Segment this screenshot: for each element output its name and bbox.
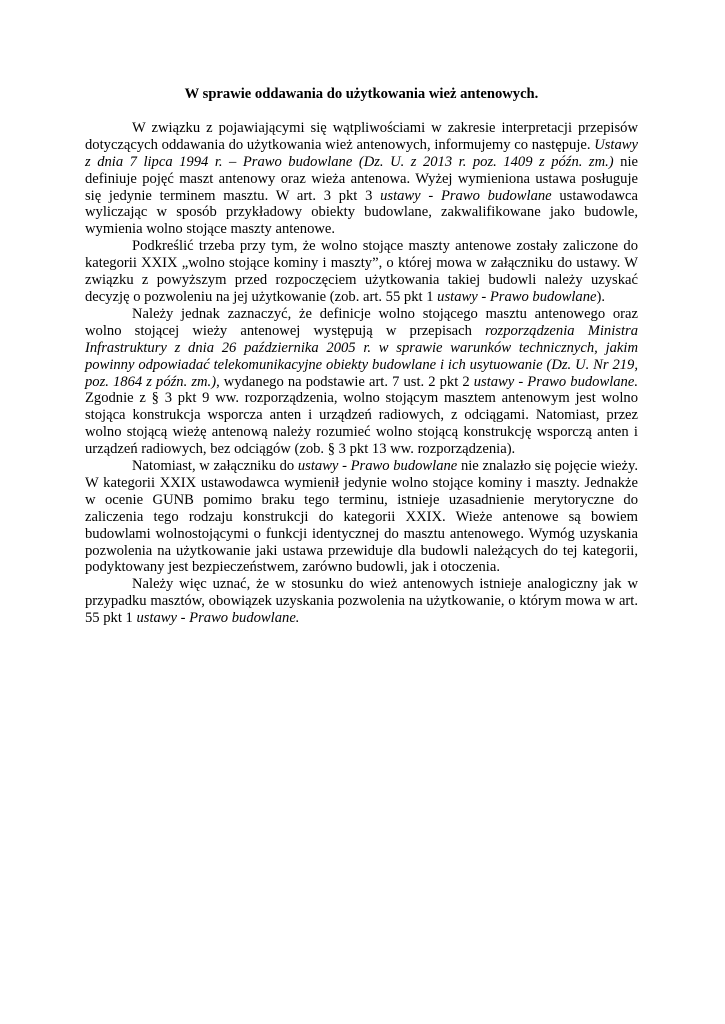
italic-citation: ustawy - Prawo budowlane [297, 458, 458, 475]
text-run: Natomiast, w załączniku do [132, 458, 298, 475]
text-run: W związku z pojawiającymi się wątpliwościami w zakresie interpretacji przepisów dotyczących oddawania do użytkowania wież antenowych, informujemy co następuje. [85, 119, 638, 153]
document-page [85, 86, 638, 627]
italic-citation: ustawy - Prawo budowlane [380, 187, 552, 204]
text-run: Należy więc uznać, że w stosunku do wież antenowych istnieje analogiczny jak w przypadku masztów, obowiązek uzyskania pozwolenia na użytkowanie, o którym mowa w art. 55 pkt 1 [85, 576, 638, 627]
paragraph [85, 120, 638, 238]
text-run: nie definiuje pojęć maszt antenowy oraz wieża antenowa. Wyżej wymieniona ustawa posługuje się jedynie terminem masztu. W art. 3 pkt 3 [85, 153, 638, 204]
italic-citation: ustawy - Prawo budowlane. [136, 610, 300, 627]
document-title: W sprawie oddawania do użytkowania wież antenowych. [184, 86, 539, 102]
paragraph [85, 306, 638, 458]
text-run: , wydanego na podstawie art. 7 ust. 2 pkt 2 [216, 373, 474, 390]
italic-citation: ustawy - Prawo budowlane [437, 288, 597, 305]
italic-citation: Ustawy z dnia 7 lipca 1994 r. – Prawo budowlane (Dz. U. z 2013 r. poz. 1409 z późn. zm.) [85, 136, 638, 170]
paragraph [85, 238, 638, 306]
italic-citation: ustawy - Prawo budowlane. [473, 373, 638, 390]
text-run: nie znalazło się pojęcie wieży. W kategorii XXIX ustawodawca wymienił jedynie wolno stojące kominy i maszty. Jednakże w ocenie GUNB pomimo braku tego terminu, istnieje uzasadnienie merytoryczne do zaliczenia tego rodzaju konstrukcji do kategorii XXIX. Wieże antenowe są bowiem budowlami wolnostojącymi o funkcji identycznej do masztu antenowego. Wymóg uzyskania pozwolenia na użytkowanie jaki ustawa przewiduje dla budowli należących do tej kategorii, podyktowany jest bezpieczeństwem, zarówno budowli, jak i otoczenia. [85, 458, 639, 576]
paragraph [85, 458, 638, 576]
text-run: ustawodawca wyliczając w sposób przykładowy obiekty budowlane, zakwalifikowane jako budowle, wymienia wolno stojące maszty antenowe. [85, 187, 638, 238]
italic-citation: rozporządzenia Ministra Infrastruktury z dnia 26 października 2005 r. w sprawie warunków technicznych, jakim powinny odpowiadać telekomunikacyjne obiekty budowlane i ich usytuowanie (Dz. U. Nr 219, poz. 1864 z późn. zm.) [85, 322, 638, 390]
text-run: Należy jednak zaznaczyć, że definicje wolno stojącego masztu antenowego oraz wolno stojącej wieży antenowej występują w przepisach [85, 305, 638, 339]
text-run: Zgodnie z § 3 pkt 9 ww. rozporządzenia, wolno stojącym masztem antenowym jest wolno stojąca konstrukcja wsporcza anten i urządzeń radiowych, z odciągami. Natomiast, przez wolno stojącą wieżę antenową należy rozumieć wolno stojącą konstrukcję wsporczą anten i urządzeń radiowych, bez odciągów (zob. § 3 pkt 13 ww. rozporządzenia). [85, 390, 638, 458]
paragraph [85, 576, 638, 627]
text-run: ). [596, 288, 606, 305]
text-run: Podkreślić trzeba przy tym, że wolno stojące maszty antenowe zostały zaliczone do kategorii XXIX „wolno stojące kominy i maszty”, o której mowa w załączniku do ustawy. W związku z powyższym przed rozpoczęciem użytkowania takiej budowli należy uzyskać decyzję o pozwoleniu na jej użytkowanie (zob. art. 55 pkt 1 [85, 238, 638, 305]
document-body [85, 120, 638, 627]
